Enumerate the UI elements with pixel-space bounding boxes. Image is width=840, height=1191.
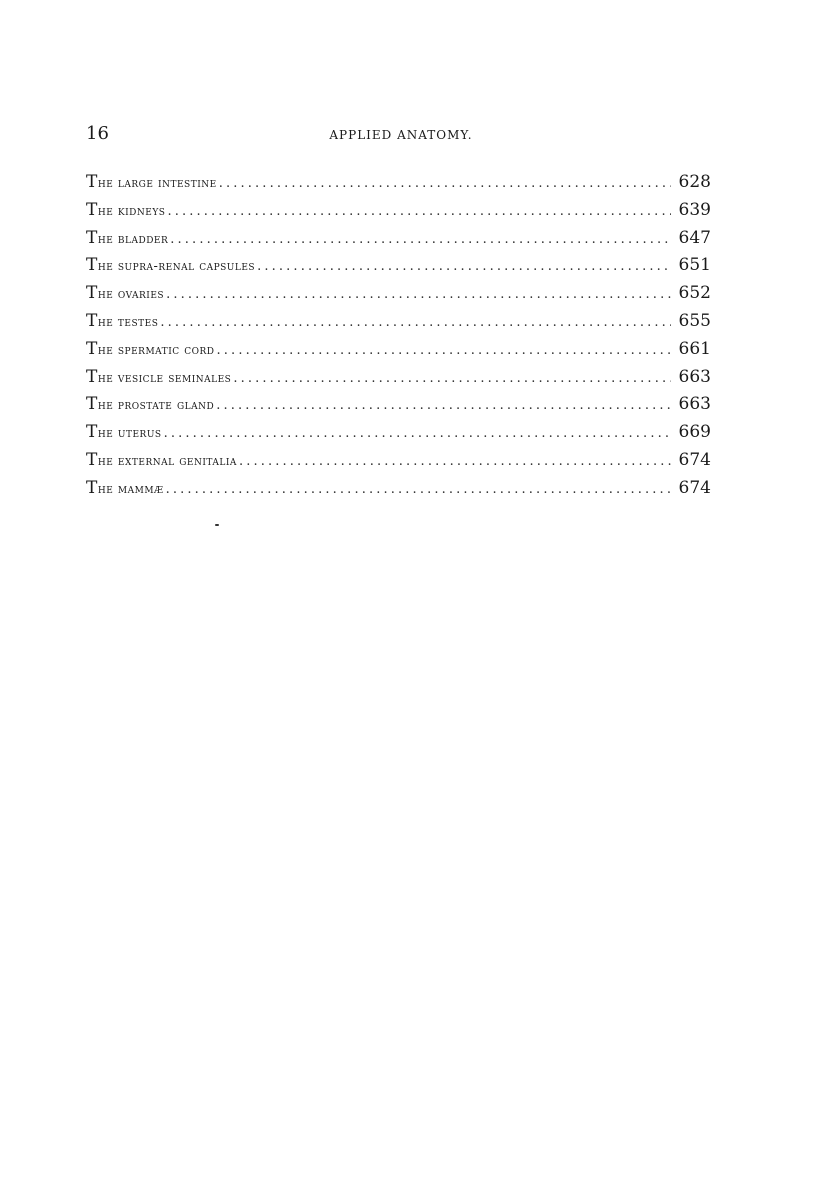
toc-leader-dots	[166, 285, 671, 305]
toc-entry-title: The uterus	[86, 422, 162, 443]
toc-leader-dots	[233, 369, 671, 389]
toc-entry-page: 669	[678, 422, 711, 443]
toc-entry-page: 639	[678, 199, 711, 220]
toc-leader-dots	[166, 480, 671, 500]
toc-entry	[86, 422, 716, 450]
toc-entry-title: The kidneys	[86, 199, 166, 220]
toc-entry	[86, 367, 716, 395]
toc-leader-dots	[257, 257, 671, 277]
toc-entry-page: 674	[678, 477, 711, 498]
toc-leader-dots	[160, 313, 671, 333]
toc-entry-title: The spermatic cord	[86, 338, 215, 359]
toc-entry-title: The mammæ	[86, 477, 164, 498]
running-title: APPLIED ANATOMY.	[329, 128, 473, 142]
toc-leader-dots	[216, 396, 671, 416]
toc-entry-page: 647	[678, 227, 711, 248]
toc-entry	[86, 200, 716, 228]
table-of-contents	[86, 172, 716, 506]
toc-entry-page: 674	[678, 449, 711, 470]
toc-entry	[86, 478, 716, 506]
toc-entry-page: 628	[678, 172, 711, 192]
toc-entry-page: 655	[678, 310, 711, 331]
toc-leader-dots	[170, 230, 671, 250]
toc-leader-dots	[167, 202, 671, 222]
page-number: 16	[86, 123, 109, 144]
toc-entry-page: 651	[678, 255, 711, 276]
toc-entry	[86, 283, 716, 311]
toc-entry	[86, 172, 716, 200]
toc-leader-dots	[239, 452, 671, 472]
toc-entry-page: 652	[678, 283, 711, 304]
toc-entry	[86, 339, 716, 367]
running-head	[86, 122, 716, 146]
toc-entry-title: The external genitalia	[86, 449, 237, 470]
toc-leader-dots	[164, 424, 671, 444]
toc-entry	[86, 228, 716, 256]
toc-entry	[86, 394, 716, 422]
toc-entry	[86, 450, 716, 478]
toc-entry-page: 661	[678, 338, 711, 359]
toc-entry-page: 663	[678, 366, 711, 387]
toc-entry-title: The bladder	[86, 227, 169, 248]
print-speck-mark	[215, 524, 219, 526]
toc-entry-title: The ovaries	[86, 283, 165, 304]
toc-entry-title: The supra-renal capsules	[86, 255, 256, 276]
toc-entry-page: 663	[678, 394, 711, 415]
toc-leader-dots	[219, 174, 671, 194]
toc-entry-title: The testes	[86, 310, 159, 331]
toc-entry-title: The large intestine	[86, 172, 217, 192]
toc-entry-title: The vesicle seminales	[86, 366, 232, 387]
toc-entry	[86, 311, 716, 339]
toc-entry-title: The prostate gland	[86, 394, 215, 415]
toc-entry	[86, 255, 716, 283]
toc-leader-dots	[217, 341, 671, 361]
